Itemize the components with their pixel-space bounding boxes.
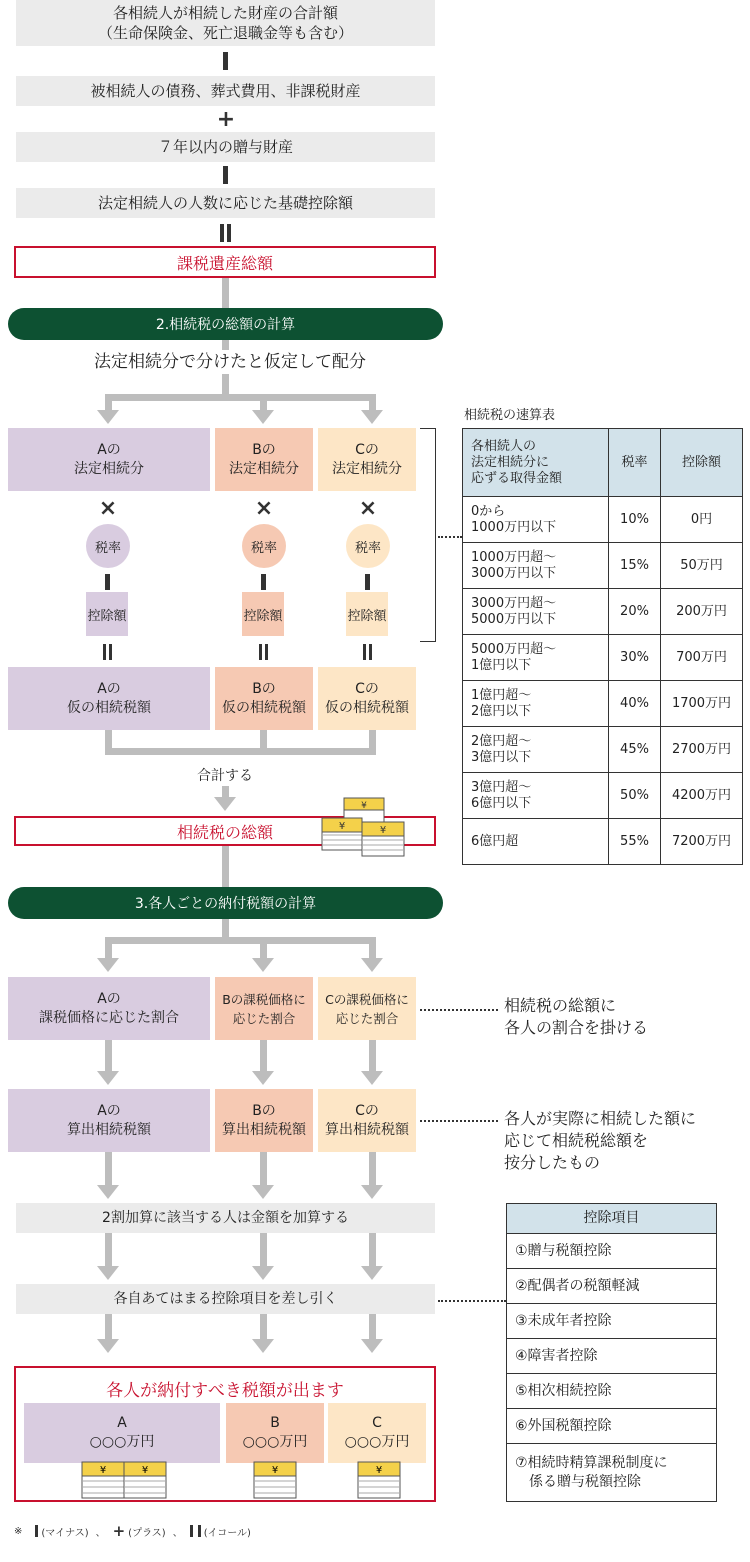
equal-mark [220, 224, 224, 242]
table-row [463, 589, 743, 635]
b-deduction [242, 592, 284, 636]
c-final-name: C [372, 1415, 382, 1431]
c-legal-share-line2: 法定相続分 [332, 460, 402, 477]
arrow-down [252, 1185, 274, 1199]
equal-mark [369, 644, 372, 660]
minus-mark [365, 574, 370, 590]
equal-mark-2 [227, 224, 231, 242]
header-amount: 各相続人の 法定相続分に 応ずる取得金額 [463, 429, 609, 497]
b-legal-share-line1: Bの [252, 441, 276, 458]
c-calc-line1: Cの [355, 1102, 379, 1119]
deduction-label: 控除額 [347, 608, 387, 624]
b-ratio-line1: Bの課税価格に [222, 991, 306, 1007]
table-row [463, 635, 743, 681]
legend-sep: 、 [172, 1527, 183, 1539]
note-apportion-line2: 応じて相続税総額を [504, 1131, 649, 1150]
deduction-items-header [507, 1204, 717, 1234]
svg-text:¥: ¥ [379, 825, 387, 836]
list-item [507, 1444, 717, 1502]
note-ratio [504, 995, 648, 1039]
note-ratio-line1: 相続税の総額に [504, 996, 617, 1015]
b-final-name: B [270, 1415, 280, 1431]
minus-mark [261, 574, 266, 590]
list-item [507, 1304, 717, 1339]
rate-table-header [463, 429, 743, 497]
section2-header [8, 308, 443, 340]
cell-rate: 30% [609, 635, 661, 681]
bracket [420, 428, 436, 642]
b-final-tax [226, 1403, 324, 1463]
equal-mark [363, 644, 366, 660]
connector [222, 846, 229, 888]
rate-table [462, 428, 743, 865]
multiply-mark: × [358, 496, 378, 521]
gift-assets-box [16, 132, 435, 162]
cell-deduction: 1700万円 [661, 681, 743, 727]
basic-deduction-label: 法定相続人の人数に応じた基礎控除額 [97, 194, 353, 212]
surcharge-box [16, 1203, 435, 1233]
money-stack-icon [250, 1456, 300, 1502]
c-legal-share [318, 428, 416, 491]
note-apportion-line1: 各人が実際に相続した額に [504, 1109, 697, 1128]
legend-equal: (イコール) [203, 1527, 251, 1539]
a-legal-share-line1: Aの [97, 441, 121, 458]
arrow-down [97, 1266, 119, 1280]
cell-amount: 1000万円超～ 3000万円以下 [463, 543, 609, 589]
deduction-item: ③未成年者控除 [507, 1304, 717, 1339]
arrow-down [252, 958, 274, 972]
deduction-item: ⑤相次相続控除 [507, 1374, 717, 1409]
cell-rate: 55% [609, 819, 661, 865]
cell-amount: 0から 1000万円以下 [463, 497, 609, 543]
legend [14, 1522, 251, 1540]
cell-rate: 20% [609, 589, 661, 635]
debts-box [16, 76, 435, 106]
section3-header [8, 887, 443, 919]
svg-text:¥: ¥ [141, 1465, 149, 1476]
a-provisional-tax [8, 667, 210, 730]
b-final-amount: ○○○万円 [242, 1434, 308, 1450]
deduction-item: ⑥外国税額控除 [507, 1409, 717, 1444]
table-row [463, 497, 743, 543]
rate-label: 税率 [250, 540, 277, 556]
arrow-down [97, 1071, 119, 1085]
arrow-down [361, 1071, 383, 1085]
b-rate [242, 524, 286, 568]
header-deduction: 控除額 [661, 429, 743, 497]
legend-minus: (マイナス) [41, 1527, 89, 1539]
arrow-down [252, 1339, 274, 1353]
connector [260, 937, 267, 959]
cell-rate: 10% [609, 497, 661, 543]
cell-amount: 6億円超 [463, 819, 609, 865]
a-calculated-tax [8, 1089, 210, 1152]
a-ratio [8, 977, 210, 1040]
connector [260, 1152, 267, 1186]
taxable-estate-box [14, 246, 436, 278]
arrow-down [214, 797, 236, 811]
connector [222, 278, 229, 308]
arrow-down [361, 410, 383, 424]
minus-mark [105, 574, 110, 590]
deduction-label: 控除額 [87, 608, 127, 624]
b-legal-share-line2: 法定相続分 [229, 460, 299, 477]
a-final-tax [24, 1403, 220, 1463]
svg-text:¥: ¥ [338, 821, 346, 832]
plus-mark: + [216, 107, 236, 132]
equal-mark [265, 644, 268, 660]
legend-mark: ※ [14, 1525, 23, 1537]
section2-subtitle: 法定相続分で分けたと仮定して配分 [60, 350, 400, 374]
c-ratio-line1: Cの課税価格に [325, 991, 409, 1007]
equal-mark [259, 644, 262, 660]
arrow-down [252, 410, 274, 424]
c-legal-share-line1: Cの [355, 441, 379, 458]
a-rate [86, 524, 130, 568]
cell-amount: 3億円超～ 6億円以下 [463, 773, 609, 819]
multiply-mark: × [98, 496, 118, 521]
note-apportion [504, 1108, 696, 1174]
cell-amount: 1億円超～ 2億円以下 [463, 681, 609, 727]
arrow-down [361, 1185, 383, 1199]
final-tax-title: 各人が納付すべき税額が出ます [106, 1381, 344, 1401]
equal-icon [190, 1525, 193, 1537]
minus-mark [223, 52, 228, 70]
list-item [507, 1339, 717, 1374]
arrow-down [361, 1266, 383, 1280]
a-ratio-line1: Aの [97, 990, 121, 1007]
note-apportion-line3: 按分したもの [504, 1153, 601, 1172]
minus-icon [35, 1525, 38, 1537]
svg-text:¥: ¥ [375, 1465, 383, 1476]
equal-icon [198, 1525, 201, 1537]
money-stack-icon [354, 1456, 404, 1502]
dotted-leader [438, 536, 462, 538]
minus-mark [223, 166, 228, 184]
b-ratio [215, 977, 313, 1040]
a-ratio-line2: 課税価格に応じた割合 [39, 1009, 179, 1026]
arrow-down [97, 410, 119, 424]
table-row [463, 727, 743, 773]
rate-table-caption: 相続税の速算表 [464, 408, 556, 423]
cell-deduction: 700万円 [661, 635, 743, 681]
connector [105, 1233, 112, 1267]
section3-title: 3.各人ごとの納付税額の計算 [134, 896, 317, 912]
c-final-tax [328, 1403, 426, 1463]
dotted-leader [438, 1300, 506, 1302]
deduction-label: 控除額 [243, 608, 283, 624]
note-ratio-line2: 各人の割合を掛ける [504, 1018, 649, 1037]
cell-deduction: 2700万円 [661, 727, 743, 773]
c-ratio-line2: 応じた割合 [335, 1010, 399, 1026]
table-row [463, 681, 743, 727]
cell-amount: 3000万円超～ 5000万円以下 [463, 589, 609, 635]
connector [369, 1152, 376, 1186]
b-calc-line2: 算出相続税額 [222, 1121, 306, 1138]
rate-label: 税率 [354, 540, 381, 556]
arrow-down [97, 958, 119, 972]
subtract-label: 各自あてはまる控除項目を差し引く [113, 1291, 338, 1307]
legend-plus: (プラス) [128, 1527, 166, 1539]
b-calc-line1: Bの [252, 1102, 276, 1119]
basic-deduction-box [16, 188, 435, 218]
cell-deduction: 200万円 [661, 589, 743, 635]
connector [105, 937, 112, 959]
equal-mark [103, 644, 106, 660]
connector [105, 1314, 112, 1340]
list-item [507, 1234, 717, 1269]
svg-text:¥: ¥ [271, 1465, 279, 1476]
dotted-leader [420, 1120, 498, 1122]
total-assets-line2: （生命保険金、死亡退職金等も含む） [97, 24, 353, 42]
cell-rate: 50% [609, 773, 661, 819]
cell-deduction: 0円 [661, 497, 743, 543]
connector [105, 748, 376, 755]
connector [105, 1152, 112, 1186]
svg-text:¥: ¥ [99, 1465, 107, 1476]
a-calc-line1: Aの [97, 1102, 121, 1119]
arrow-down [361, 958, 383, 972]
connector [105, 1040, 112, 1072]
deduction-item: ⑦相続時精算課税制度に 係る贈与税額控除 [507, 1444, 717, 1502]
a-legal-share-line2: 法定相続分 [74, 460, 144, 477]
b-legal-share [215, 428, 313, 491]
cell-rate: 40% [609, 681, 661, 727]
list-item [507, 1269, 717, 1304]
rate-label: 税率 [94, 540, 121, 556]
table-row [463, 819, 743, 865]
total-assets-line1: 各相続人が相続した財産の合計額 [112, 4, 338, 22]
connector [260, 1040, 267, 1072]
connector [260, 1233, 267, 1267]
b-provisional-line2: 仮の相続税額 [222, 699, 306, 716]
svg-text:¥: ¥ [361, 801, 367, 811]
b-ratio-line2: 応じた割合 [232, 1010, 296, 1026]
sum-label: 合計する [197, 768, 253, 784]
c-calculated-tax [318, 1089, 416, 1152]
plus-icon: + [112, 1522, 126, 1540]
equal-mark [109, 644, 112, 660]
arrow-down [361, 1339, 383, 1353]
deduction-item: ②配偶者の税額軽減 [507, 1269, 717, 1304]
money-stack-icon [78, 1456, 170, 1502]
a-deduction [86, 592, 128, 636]
dotted-leader [420, 1009, 498, 1011]
list-item [507, 1374, 717, 1409]
arrow-down [97, 1339, 119, 1353]
c-calc-line2: 算出相続税額 [325, 1121, 409, 1138]
section2-title: 2.相続税の総額の計算 [155, 317, 296, 333]
table-row [463, 543, 743, 589]
cell-deduction: 7200万円 [661, 819, 743, 865]
connector [260, 1314, 267, 1340]
total-inheritance-tax-label: 相続税の総額 [176, 822, 273, 842]
a-final-amount: ○○○万円 [89, 1434, 155, 1450]
c-ratio [318, 977, 416, 1040]
table-row [463, 773, 743, 819]
a-calc-line2: 算出相続税額 [67, 1121, 151, 1138]
subtract-box [16, 1284, 435, 1314]
a-provisional-line1: Aの [97, 680, 121, 697]
gift-assets-label: ７年以内の贈与財産 [157, 138, 293, 156]
a-final-name: A [117, 1415, 127, 1431]
deduction-item: ④障害者控除 [507, 1339, 717, 1374]
connector [105, 394, 376, 401]
connector [369, 1040, 376, 1072]
c-provisional-tax [318, 667, 416, 730]
arrow-down [252, 1071, 274, 1085]
header-rate: 税率 [609, 429, 661, 497]
multiply-mark: × [254, 496, 274, 521]
c-final-amount: ○○○万円 [344, 1434, 410, 1450]
deduction-items-table [506, 1203, 717, 1502]
connector [369, 1233, 376, 1267]
taxable-estate-label: 課税遺産総額 [176, 253, 273, 273]
list-item [507, 1409, 717, 1444]
cell-deduction: 50万円 [661, 543, 743, 589]
total-assets-box [16, 0, 435, 46]
b-calculated-tax [215, 1089, 313, 1152]
surcharge-label: 2割加算に該当する人は金額を加算する [102, 1210, 349, 1226]
c-rate [346, 524, 390, 568]
c-provisional-line2: 仮の相続税額 [325, 699, 409, 716]
money-stack-icon [318, 794, 410, 860]
cell-rate: 45% [609, 727, 661, 773]
connector [369, 1314, 376, 1340]
a-provisional-line2: 仮の相続税額 [67, 699, 151, 716]
cell-deduction: 4200万円 [661, 773, 743, 819]
b-provisional-tax [215, 667, 313, 730]
deduction-header-cell: 控除項目 [507, 1204, 717, 1234]
cell-amount: 2億円超～ 3億円以下 [463, 727, 609, 773]
a-legal-share [8, 428, 210, 491]
arrow-down [97, 1185, 119, 1199]
debts-label: 被相続人の債務、葬式費用、非課税財産 [90, 82, 361, 100]
arrow-down [252, 1266, 274, 1280]
b-provisional-line1: Bの [252, 680, 276, 697]
cell-rate: 15% [609, 543, 661, 589]
deduction-item: ①贈与税額控除 [507, 1234, 717, 1269]
c-deduction [346, 592, 388, 636]
c-provisional-line1: Cの [355, 680, 379, 697]
legend-sep: 、 [95, 1527, 106, 1539]
connector [105, 937, 376, 944]
cell-amount: 5000万円超～ 1億円以下 [463, 635, 609, 681]
connector [369, 937, 376, 959]
